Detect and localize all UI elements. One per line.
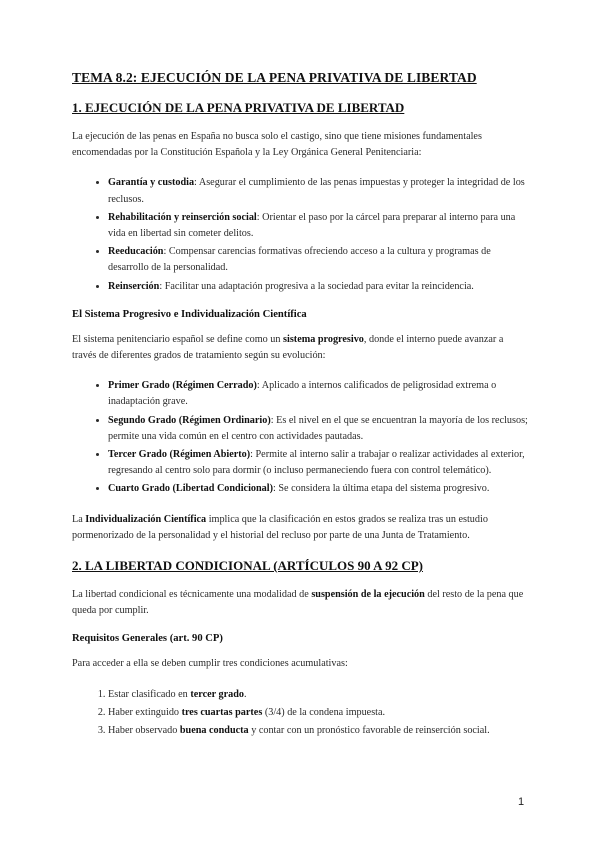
list-item: • Segundo Grado (Régimen Ordinario): Es el nivel en el que se encuentran la mayoría de los reclusos; permite una vida común en el centro con actividades pautadas. [108,413,528,445]
list-item: • Garantía y custodia: Asegurar el cumplimiento de las penas impuestas y proteger la integridad de los reclusos. [108,175,528,207]
list-item: 1. Estar clasificado en tercer grado. [108,687,528,703]
sistema-progresivo-heading: El Sistema Progresivo e Individualización Científica [72,308,307,320]
list-item: 3. Haber observado buena conducta y contar con un pronóstico favorable de reinserción social. [108,723,528,739]
list-item: • Reeducación: Compensar carencias formativas ofreciendo acceso a la cultura y programas de desarrollo de la personalidad. [108,244,528,276]
individualizacion-paragraph: La Individualización Científica implica que la clasificación en estos grados se realiza tras un estudio pormenorizado de la personalidad y el historial del recluso por parte de una Junta de Tratamiento. [72,513,488,541]
document-page [72,70,528,753]
requisitos-heading: Requisitos Generales (art. 90 CP) [72,633,223,645]
list-item: • Rehabilitación y reinserción social: Orientar el paso por la cárcel para preparar al interno para una vida en libertad sin cometer delitos. [108,210,528,242]
requirements-list [72,687,528,740]
list-item: • Primer Grado (Régimen Cerrado): Aplicado a internos calificados de peligrosidad extrema o inadaptación grave. [108,378,528,410]
list-item: 2. Haber extinguido tres cuartas partes (3/4) de la condena impuesta. [108,705,528,721]
page-number: 1 [518,796,525,808]
section-2-heading: 2. LA LIBERTAD CONDICIONAL (ARTÍCULOS 90 A 92 CP) [72,558,423,574]
section-1-heading: 1. EJECUCIÓN DE LA PENA PRIVATIVA DE LIBERTAD [72,100,405,115]
missions-list [72,175,528,294]
list-item: • Cuarto Grado (Libertad Condicional): Se considera la última etapa del sistema progresivo. [108,481,528,497]
document-title: TEMA 8.2: EJECUCIÓN DE LA PENA PRIVATIVA DE LIBERTAD [72,70,477,85]
section-1-intro: La ejecución de las penas en España no busca solo el castigo, sino que tiene misiones fundamentales encomendadas por la Constitución Española y la Ley Orgánica General Penitenciaria: [72,131,482,159]
grades-list [72,378,528,497]
requisitos-intro: Para acceder a ella se deben cumplir tres condiciones acumulativas: [72,658,348,670]
section-2-intro: La libertad condicional es técnicamente una modalidad de suspensión de la ejecución del resto de la pena que queda por cumplir. [72,589,524,617]
list-item: • Tercer Grado (Régimen Abierto): Permite al interno salir a trabajar o realizar actividades al exterior, regresando al centro solo para dormir (o incluso permaneciendo fuera con control telemático). [108,447,528,479]
list-item: • Reinserción: Facilitar una adaptación progresiva a la sociedad para evitar la reincidencia. [108,279,528,295]
sistema-progresivo-paragraph: El sistema penitenciario español se define como un sistema progresivo, donde el interno puede avanzar a través de diferentes grados de tratamiento según su evolución: [72,333,504,362]
